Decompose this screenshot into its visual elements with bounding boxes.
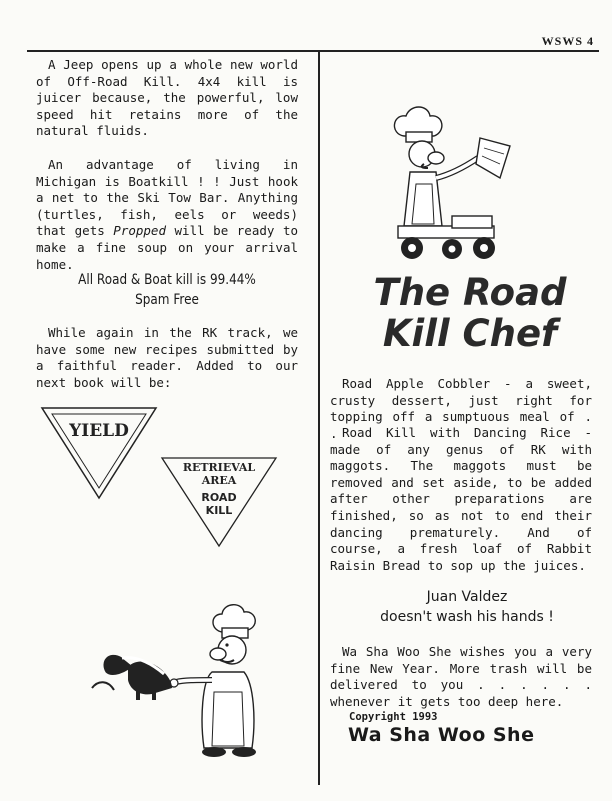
retrieval-sign-line-2: AREA: [201, 474, 237, 487]
spam-free-heading: [54, 270, 279, 310]
retrieval-sign-line-3: ROAD: [201, 491, 237, 504]
heading-line-2: Spam Free: [135, 292, 199, 308]
para2-text-a: An advantage of living in Michigan is Boatkill ! ! Just hook a net to the Ski Tow Bar. Anything (turtles, fish, eels or weeds) that gets: [36, 157, 298, 239]
column-divider: [318, 50, 320, 785]
chef-with-skunk-icon: [92, 600, 262, 765]
left-paragraph-1: A Jeep opens up a whole new world of Off-Road Kill. 4x4 kill is juicer because, the powerful, low speed hit retains more of the natural fluids.: [36, 57, 298, 139]
retrieval-sign-icon: [160, 456, 278, 548]
juan-line-2: doesn't wash his hands !: [380, 609, 554, 625]
signature: Wa Sha Woo She: [348, 724, 535, 746]
left-paragraph-2: [36, 157, 298, 273]
retrieval-sign-line-4: KILL: [205, 504, 233, 517]
page-header: WSWS 4: [541, 34, 594, 48]
right-paragraph-2: Road Kill with Dancing Rice - made of any genus of RK with maggots. The maggots must be removed and set aside, to be added after other preparations are finished, so as not to end their dancing prematurely. And of course, a fresh loaf of Rabbit Raisin Bread to sop up the juices.: [330, 425, 592, 573]
title-line-2: Kill Chef: [382, 312, 558, 355]
heading-line-1: All Road & Boat kill is 99.44%: [78, 272, 256, 288]
closing-paragraph: Wa Sha Woo She wishes you a very fine New Year. More trash will be delivered to you . . . . . . whenever it gets too deep here.: [330, 644, 592, 709]
juan-line-1: Juan Valdez: [426, 589, 508, 605]
left-paragraph-3: While again in the RK track, we have some new recipes submitted by a faithful reader. Added to our next book will be:: [36, 325, 298, 390]
top-rule: [27, 50, 599, 52]
road-kill-chef-title: [360, 272, 580, 354]
chef-on-cart-icon: [392, 108, 532, 270]
yield-sign-icon: [40, 406, 158, 500]
retrieval-sign-line-1: RETRIEVAL: [182, 461, 256, 474]
juan-valdez-heading: [338, 587, 596, 627]
copyright-notice: Copyright 1993: [349, 711, 438, 723]
right-paragraph-1: Road Apple Cobbler - a sweet, crusty dessert, just right for topping off a sumptuous meal of . .: [330, 376, 592, 441]
para2-text-b: will be ready to make a fine soup on your arrival home.: [36, 223, 298, 272]
title-line-1: The Road: [373, 271, 567, 314]
yield-sign-label: YIELD: [69, 421, 129, 441]
propped-word: Propped: [113, 223, 166, 239]
